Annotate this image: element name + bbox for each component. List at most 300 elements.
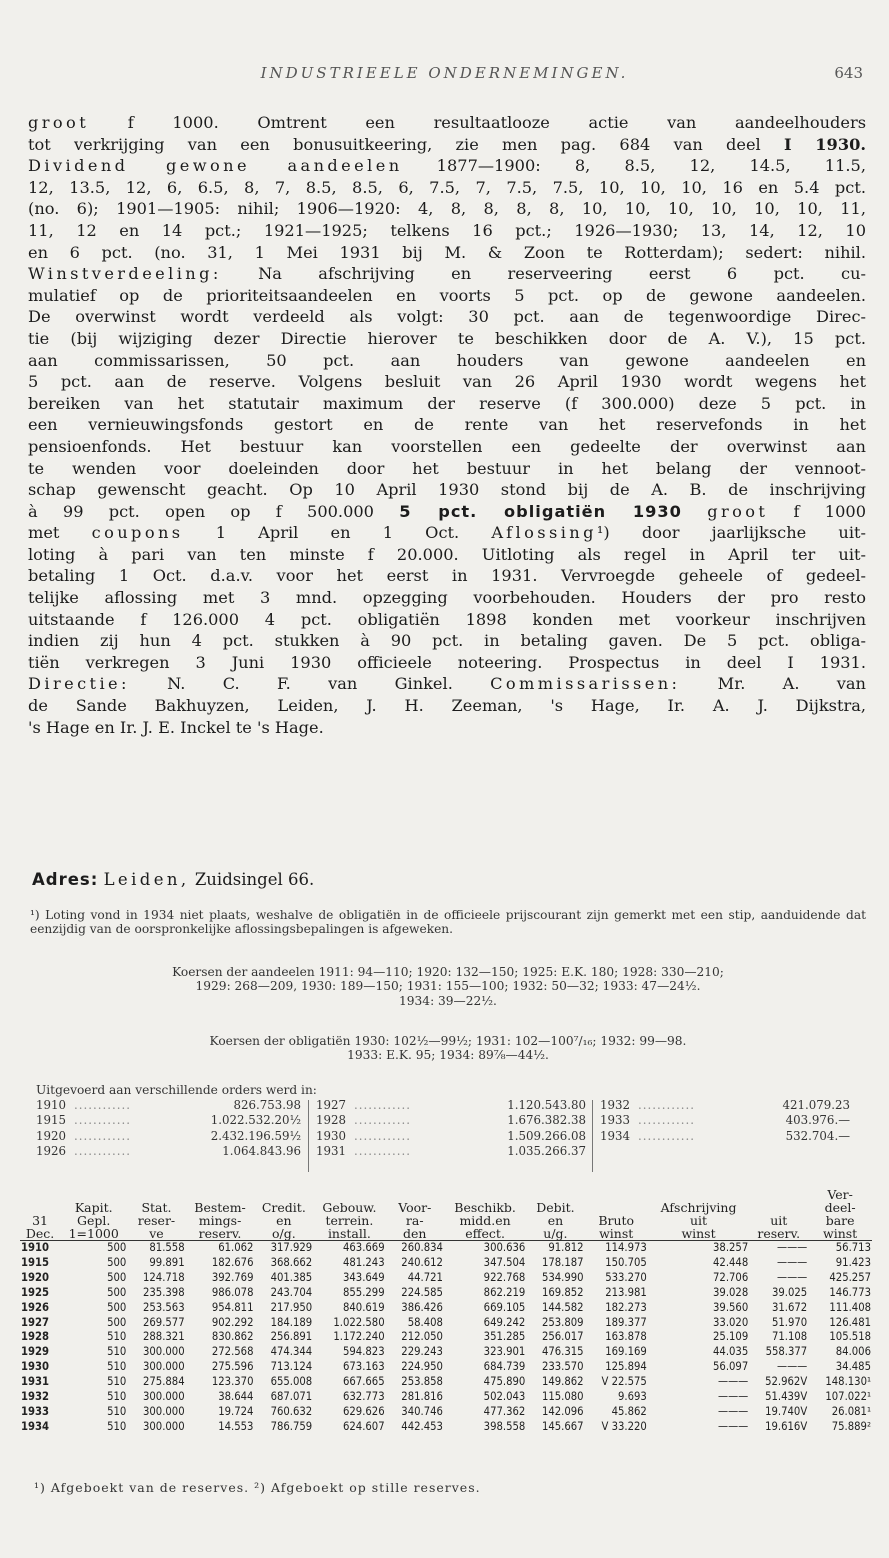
text-segment: 1877—1900: 8, 8.5, 12, 14.5, 11.5, (402, 156, 866, 176)
column-divider (308, 1100, 309, 1172)
text-line (28, 285, 866, 307)
address-city: Leiden, (103, 870, 190, 889)
table-header-cell (585, 1188, 648, 1201)
leader-dots: ............ (74, 1144, 131, 1159)
text-line (28, 263, 866, 285)
page-number: 643 (834, 64, 863, 82)
table-cell: 510 (107, 1375, 127, 1389)
text-line (28, 652, 866, 674)
table-row (20, 1241, 872, 1256)
table-cell: 533.270 (605, 1270, 647, 1284)
table-cell: 56.097 (713, 1360, 749, 1374)
table-header-cell: deel- (824, 1200, 856, 1215)
table-cell: 213.981 (605, 1285, 647, 1299)
table-cell: 169.852 (541, 1285, 584, 1299)
bond-prices-block (30, 1034, 866, 1063)
table-cell: 510 (107, 1345, 127, 1359)
table-header-cell: Gepl. (77, 1213, 111, 1228)
orders-amount: 2.432.196.59½ (210, 1128, 301, 1143)
table-footnote: ¹) Afgeboekt van de reserves. ²) Afgeboekt op stille reserves. (34, 1480, 481, 1495)
table-header-row (20, 1227, 872, 1241)
table-cell: 163.878 (605, 1330, 647, 1344)
table-cell: 1927 (21, 1315, 50, 1329)
table-cell: 481.243 (343, 1255, 385, 1269)
table-header-cell: uit (770, 1213, 788, 1228)
share-prices-line: 1929: 268—209, 1930: 189—150; 1931: 155—100; 1932: 50—32; 1933: 47—24½. (195, 979, 701, 994)
table-header-cell: u/g. (543, 1226, 568, 1241)
text-line (28, 587, 866, 609)
leader-dots: ............ (638, 1113, 695, 1128)
text-segment: groot (707, 501, 769, 521)
table-cell: 425.257 (829, 1270, 871, 1284)
table-cell: 687.071 (270, 1390, 313, 1404)
orders-amount: 1.120.543.80 (507, 1098, 586, 1112)
orders-row (36, 1144, 301, 1159)
table-cell: 922.768 (483, 1270, 526, 1284)
text-line (28, 393, 866, 415)
leader-dots: ............ (354, 1098, 411, 1112)
table-cell: 25.109 (713, 1330, 749, 1344)
orders-row (36, 1129, 301, 1144)
table-cell: 477.362 (483, 1404, 526, 1418)
table-cell: 340.746 (401, 1404, 443, 1418)
address-street: Zuidsingel 66. (194, 870, 315, 889)
table-cell: 669.105 (483, 1300, 526, 1314)
table-row (20, 1316, 872, 1331)
text-segment: schap gewenscht geacht. Op 10 April 1930 stond bij de A. B. de inschrijving (28, 480, 866, 500)
orders-amount: 421.079.23 (782, 1098, 850, 1112)
table-cell: 51.439V (765, 1390, 808, 1404)
text-line (28, 630, 866, 652)
table-cell: 343.649 (343, 1270, 385, 1284)
table-cell: 256.891 (270, 1330, 313, 1344)
table-cell: 300.636 (444, 1241, 526, 1256)
table-cell: 500 (107, 1285, 127, 1299)
table-cell: 182.676 (211, 1255, 254, 1269)
table-cell: ——— (749, 1241, 808, 1256)
table-cell: 684.739 (483, 1360, 526, 1374)
share-prices-line: Koersen der aandeelen 1911: 94—110; 1920: 132—150; 1925: E.K. 180; 1928: 330—210; (172, 965, 724, 979)
table-cell: 1930 (21, 1360, 50, 1374)
table-header-cell: en (547, 1213, 564, 1228)
table-header-cell: Dec. (25, 1226, 55, 1241)
bond-prices-line: Koersen der obligatiën 1930: 102½—99½; 1931: 102—100⁷/₁₆; 1932: 99—98. (209, 1034, 687, 1048)
text-line (28, 220, 866, 242)
table-cell: 146.773 (829, 1285, 871, 1299)
table-cell: 463.669 (313, 1241, 385, 1256)
text-segment: tot verkrijging van een bonusuitkeering, zie men pag. 684 van deel (28, 134, 784, 154)
text-line (28, 717, 866, 739)
running-title: INDUSTRIEELE ONDERNEMINGEN. (260, 64, 629, 82)
table-header-cell: 1=1000 (68, 1226, 119, 1241)
table-cell: 347.504 (483, 1255, 526, 1269)
table-header-cell: midd.en (459, 1213, 511, 1228)
table-cell: 442.453 (401, 1419, 443, 1433)
orders-title: Uitgevoerd aan verschillende orders werd in: (36, 1083, 317, 1097)
table-cell: 34.485 (835, 1360, 871, 1374)
text-segment: 's Hage en Ir. J. E. Inckel te 's Hage. (28, 717, 324, 737)
address-line (32, 870, 314, 889)
column-divider (592, 1100, 593, 1172)
table-cell: 189.377 (605, 1315, 647, 1329)
table-cell: 1929 (21, 1345, 50, 1359)
text-segment: Na afschrijving en reserveering eerst 6 pct. cu- (221, 264, 866, 284)
table-cell: 510 (107, 1390, 127, 1404)
text-line (28, 673, 866, 695)
table-cell: 31.672 (771, 1300, 808, 1314)
table-cell: V 33.220 (601, 1419, 647, 1433)
table-header-cell: en (276, 1213, 292, 1228)
table-cell: 502.043 (483, 1390, 526, 1404)
orders-row (316, 1098, 586, 1113)
text-segment: tie (bij wijziging dezer Directie hierover te beschikken door de A. V.), 15 pct. (28, 328, 866, 348)
text-segment: met (28, 523, 92, 543)
text-line (28, 328, 866, 350)
text-segment: I 1930. (783, 134, 866, 154)
orders-year: 1928 (316, 1113, 347, 1128)
table-cell: 275.596 (211, 1360, 254, 1374)
table-header-cell: o/g. (271, 1226, 296, 1241)
table-cell: 1932 (21, 1390, 50, 1404)
table-cell: 673.163 (343, 1360, 385, 1374)
table-cell: 713.124 (270, 1360, 313, 1374)
table-row (20, 1345, 872, 1360)
table-header-cell: winst (599, 1226, 634, 1241)
table-row (20, 1405, 872, 1420)
table-cell: 368.662 (270, 1255, 313, 1269)
table-header-cell: Credit. (261, 1200, 306, 1215)
share-prices-block (30, 965, 866, 1008)
table-row (20, 1286, 872, 1301)
table-cell: 500 (107, 1300, 127, 1314)
table-cell: ——— (777, 1270, 808, 1284)
orders-year: 1934 (600, 1128, 631, 1143)
table-cell: 558.377 (765, 1345, 808, 1359)
table-header-row (20, 1214, 872, 1227)
table-cell: 1933 (21, 1404, 50, 1418)
text-line (28, 371, 866, 393)
table-cell: 632.773 (343, 1390, 385, 1404)
text-line (28, 565, 866, 587)
text-segment: ¹) door jaarlijksche uit- (596, 523, 867, 543)
table-header-cell: reser- (137, 1213, 176, 1228)
text-segment: coupons (91, 523, 184, 543)
table-header-cell: Bestem- (194, 1200, 246, 1215)
table-cell: 300.000 (143, 1360, 185, 1374)
table-header-cell: effect. (465, 1226, 505, 1241)
text-segment: te wenden voor doeleinden door het bestuur in het belang der vennoot- (28, 458, 866, 478)
table-cell: 39.025 (771, 1285, 808, 1299)
table-header-cell: Gebouw. (322, 1200, 377, 1215)
orders-row (316, 1144, 586, 1159)
table-cell: 38.644 (218, 1390, 254, 1404)
table-cell: 902.292 (211, 1315, 254, 1329)
table-cell: 401.385 (270, 1270, 313, 1284)
table-cell: 124.718 (143, 1270, 185, 1284)
text-line (28, 134, 866, 156)
table-cell: 217.950 (270, 1300, 313, 1314)
table-cell: 44.721 (407, 1270, 443, 1284)
table-cell: 269.577 (143, 1315, 185, 1329)
table-cell: 39.028 (713, 1285, 749, 1299)
table-cell: 476.315 (541, 1345, 584, 1359)
table-cell: 300.000 (143, 1345, 185, 1359)
table-cell: 300.000 (143, 1390, 185, 1404)
financial-table (20, 1188, 872, 1435)
text-segment: f 1000. Omtrent een resultaatlooze actie van aandeelhouders (89, 113, 866, 132)
table-cell: 81.558 (127, 1241, 185, 1256)
text-segment: en 6 pct. (no. 31, 1 Mei 1931 bij M. & Zoon te Rotterdam); sedert: nihil. (28, 242, 866, 262)
table-cell: 253.563 (143, 1300, 185, 1314)
text-segment: 12, 13.5, 12, 6, 6.5, 8, 7, 8.5, 8.5, 6, 7.5, 7, 7.5, 7.5, 10, 10, 10, 16 en 5.4 pct. (28, 177, 866, 197)
table-cell: 71.108 (771, 1330, 808, 1344)
table-cell: 42.448 (713, 1255, 749, 1269)
footnote-loting: ¹) Loting vond in 1934 niet plaats, weshalve de obligatiën in de officieele prijscourant zijn gemerkt met een stip, aanduidende dat eenzijdig van de oorspronkelijke aflossingsbepalingen is afgeweken. (30, 908, 866, 937)
table-header-cell: Bruto (598, 1213, 635, 1228)
table-header-cell: bare (825, 1213, 855, 1228)
table-cell: 114.973 (585, 1241, 648, 1256)
orders-year: 1931 (316, 1144, 347, 1159)
text-segment: een vernieuwingsfonds gestort en de rente van het reservefonds in het (28, 415, 866, 435)
text-segment: Dividend gewone aandeelen (28, 156, 403, 176)
orders-amount: 1.064.843.96 (222, 1144, 301, 1159)
table-cell: 61.062 (186, 1241, 255, 1256)
table-cell: 212.050 (401, 1330, 443, 1344)
table-cell: 44.035 (713, 1345, 749, 1359)
table-cell: 26.081¹ (831, 1404, 871, 1418)
text-line (28, 695, 866, 717)
text-line (28, 350, 866, 372)
text-segment: tiën verkregen 3 Juni 1930 officieele noteering. Prospectus in deel I 1931. (28, 652, 866, 672)
orders-row (36, 1098, 301, 1113)
text-segment (682, 502, 707, 521)
table-header-cell: ve (149, 1226, 164, 1241)
table-header-cell: Stat. (141, 1200, 172, 1215)
leader-dots: ............ (354, 1128, 411, 1143)
orders-amount: 1.676.382.38 (507, 1113, 586, 1128)
table-cell: 240.612 (401, 1255, 443, 1269)
table-cell: 142.096 (541, 1404, 584, 1418)
text-segment: pensioenfonds. Het bestuur kan voorstellen een gedeelte der overwinst aan (28, 436, 866, 456)
table-cell: 182.273 (605, 1300, 647, 1314)
table-cell: 107.022¹ (825, 1390, 871, 1404)
address-label: Adres: (32, 870, 99, 889)
table-cell: 84.006 (835, 1345, 871, 1359)
table-cell: ——— (777, 1360, 808, 1374)
table-cell: V 22.575 (601, 1375, 647, 1389)
table-cell: 272.568 (211, 1345, 254, 1359)
table-cell: 75.889² (831, 1419, 871, 1433)
table-cell: 830.862 (211, 1330, 254, 1344)
text-segment: Aflossing (491, 523, 597, 543)
orders-amount: 1.509.266.08 (507, 1128, 586, 1143)
table-header-cell: install. (327, 1226, 371, 1241)
table-cell: 144.582 (541, 1300, 584, 1314)
table-cell: 243.704 (270, 1285, 313, 1299)
table-header-cell: 31 (32, 1213, 49, 1228)
text-line (28, 458, 866, 480)
table-cell: 1926 (21, 1300, 50, 1314)
financial-table-header (20, 1188, 872, 1241)
orders-row (316, 1129, 586, 1144)
orders-year: 1932 (600, 1098, 631, 1112)
leader-dots: ............ (638, 1098, 695, 1112)
table-cell: 1915 (21, 1255, 50, 1269)
text-segment: telijke aflossing met 3 mnd. opzegging voorbehouden. Houders der pro resto (28, 588, 866, 608)
text-line (28, 544, 866, 566)
table-cell: 253.809 (541, 1315, 584, 1329)
text-line (28, 155, 866, 177)
table-header-cell: winst (823, 1226, 858, 1241)
table-cell: 145.667 (541, 1419, 584, 1433)
table-cell: 256.017 (541, 1330, 584, 1344)
table-cell: 323.901 (483, 1345, 526, 1359)
table-cell: 1920 (21, 1270, 50, 1284)
orders-column (316, 1098, 586, 1160)
table-cell: 594.823 (343, 1345, 385, 1359)
table-cell: 52.962V (765, 1375, 808, 1389)
table-cell: 510 (107, 1419, 127, 1433)
table-cell: 534.990 (541, 1270, 584, 1284)
table-cell: 149.862 (541, 1375, 584, 1389)
orders-column (600, 1098, 850, 1144)
table-cell: 500 (107, 1270, 127, 1284)
table-cell: 500 (107, 1255, 127, 1269)
table-cell: 986.078 (211, 1285, 254, 1299)
text-segment: betaling 1 Oct. d.a.v. voor het eerst in 1931. Vervroegde geheele of gedeel- (28, 566, 866, 586)
table-cell: 392.769 (211, 1270, 254, 1284)
leader-dots: ............ (74, 1113, 131, 1128)
text-segment: mulatief op de prioriteitsaandeelen en voorts 5 pct. op de gewone aandeelen. (28, 285, 866, 305)
table-cell: 1934 (21, 1419, 50, 1433)
table-cell: 91.423 (835, 1255, 871, 1269)
text-line (28, 501, 866, 523)
orders-year: 1930 (316, 1128, 347, 1143)
text-segment: 5 pct. aan de reserve. Volgens besluit van 26 April 1930 wordt wegens het (28, 372, 866, 392)
table-cell: 840.619 (343, 1300, 385, 1314)
table-cell: 317.929 (254, 1241, 313, 1256)
table-cell: 275.884 (143, 1375, 185, 1389)
text-line (28, 198, 866, 220)
table-cell: 288.321 (143, 1330, 185, 1344)
table-header-cell: Ver- (827, 1187, 853, 1202)
orders-amount: 1.035.266.37 (507, 1144, 586, 1159)
table-header-cell: den (403, 1226, 427, 1241)
text-segment: 1 April en 1 Oct. (183, 523, 492, 543)
text-line (28, 242, 866, 264)
text-segment: (no. 6); 1901—1905: nihil; 1906—1920: 4, 8, 8, 8, 8, 10, 10, 10, 10, 10, 10, 11, (28, 199, 866, 219)
table-cell: 19.740V (765, 1404, 808, 1418)
table-cell: 1.022.580 (333, 1315, 385, 1329)
text-line (28, 414, 866, 436)
table-cell: 510 (107, 1360, 127, 1374)
table-cell: ——— (718, 1390, 749, 1404)
table-header-cell: reserv. (198, 1226, 242, 1241)
orders-row (316, 1113, 586, 1128)
table-cell: 649.242 (483, 1315, 526, 1329)
orders-column (36, 1098, 301, 1160)
text-line (28, 112, 866, 134)
leader-dots: ............ (74, 1098, 131, 1112)
text-segment: De overwinst wordt verdeeld als volgt: 30 pct. aan de tegenwoordige Direc- (28, 307, 866, 327)
text-line (28, 306, 866, 328)
table-cell: ——— (777, 1255, 808, 1269)
share-prices-line: 1934: 39—22½. (399, 993, 497, 1008)
table-cell: 51.970 (771, 1315, 808, 1329)
table-cell: 1928 (21, 1330, 50, 1344)
bond-prices-line: 1933: E.K. 95; 1934: 89⅞—44½. (347, 1048, 549, 1063)
table-cell: 351.285 (483, 1330, 526, 1344)
text-segment: groot (28, 113, 90, 132)
orders-row (600, 1098, 850, 1113)
table-row (20, 1420, 872, 1435)
table-row (20, 1271, 872, 1286)
table-cell: 510 (107, 1404, 127, 1418)
table-cell: 99.891 (149, 1255, 185, 1269)
table-cell: 500 (107, 1315, 127, 1329)
table-cell: 1925 (21, 1285, 50, 1299)
table-cell: 300.000 (143, 1404, 185, 1418)
table-cell: 126.481 (829, 1315, 871, 1329)
table-cell: 510 (107, 1330, 127, 1344)
table-row (20, 1330, 872, 1345)
table-cell: 229.243 (401, 1345, 443, 1359)
table-cell: 148.130¹ (825, 1375, 871, 1389)
table-header-cell: ra- (405, 1213, 424, 1228)
table-cell: 72.706 (713, 1270, 749, 1284)
table-cell: 19.724 (218, 1404, 254, 1418)
table-cell: ——— (718, 1375, 749, 1389)
table-cell: 125.894 (605, 1360, 647, 1374)
table-header-cell: reserv. (757, 1226, 801, 1241)
table-cell: 500 (60, 1241, 127, 1256)
table-cell: 115.080 (541, 1390, 584, 1404)
table-header-cell (749, 1188, 808, 1201)
table-cell: 855.299 (343, 1285, 385, 1299)
table-cell: 33.020 (713, 1315, 749, 1329)
orders-row (36, 1113, 301, 1128)
table-cell: 1931 (21, 1375, 50, 1389)
text-segment: f 1000 (768, 501, 866, 521)
text-segment: loting à pari van ten minste f 20.000. Uitloting als regel in April ter uit- (28, 544, 866, 564)
table-header-cell: Afschrijving (660, 1200, 737, 1215)
table-cell: 629.626 (343, 1404, 385, 1418)
table-header-cell: Voor- (398, 1200, 432, 1215)
table-header-cell (20, 1188, 60, 1201)
table-header-cell: mings- (198, 1213, 242, 1228)
table-cell: 760.632 (270, 1404, 313, 1418)
table-cell: 667.665 (343, 1375, 385, 1389)
orders-amount: 403.976.— (785, 1113, 850, 1128)
orders-amount: 826.753.98 (233, 1098, 301, 1112)
table-header-cell: terrein. (325, 1213, 374, 1228)
table-cell: 235.398 (143, 1285, 185, 1299)
table-cell: 178.187 (541, 1255, 584, 1269)
table-cell: 38.257 (648, 1241, 749, 1256)
orders-amount: 1.022.532.20½ (210, 1113, 301, 1128)
orders-year: 1920 (36, 1128, 67, 1143)
text-segment: N. C. F. van Ginkel. (129, 674, 491, 694)
table-row (20, 1390, 872, 1405)
table-cell: 169.169 (605, 1345, 647, 1359)
page-header (0, 64, 889, 84)
table-cell: 184.189 (270, 1315, 313, 1329)
text-segment: Mr. A. van (680, 674, 866, 694)
leader-dots: ............ (74, 1128, 131, 1143)
table-cell: 56.713 (808, 1241, 872, 1256)
table-cell: 954.811 (211, 1300, 254, 1314)
text-segment: à 99 pct. open op f 500.000 (28, 501, 400, 521)
